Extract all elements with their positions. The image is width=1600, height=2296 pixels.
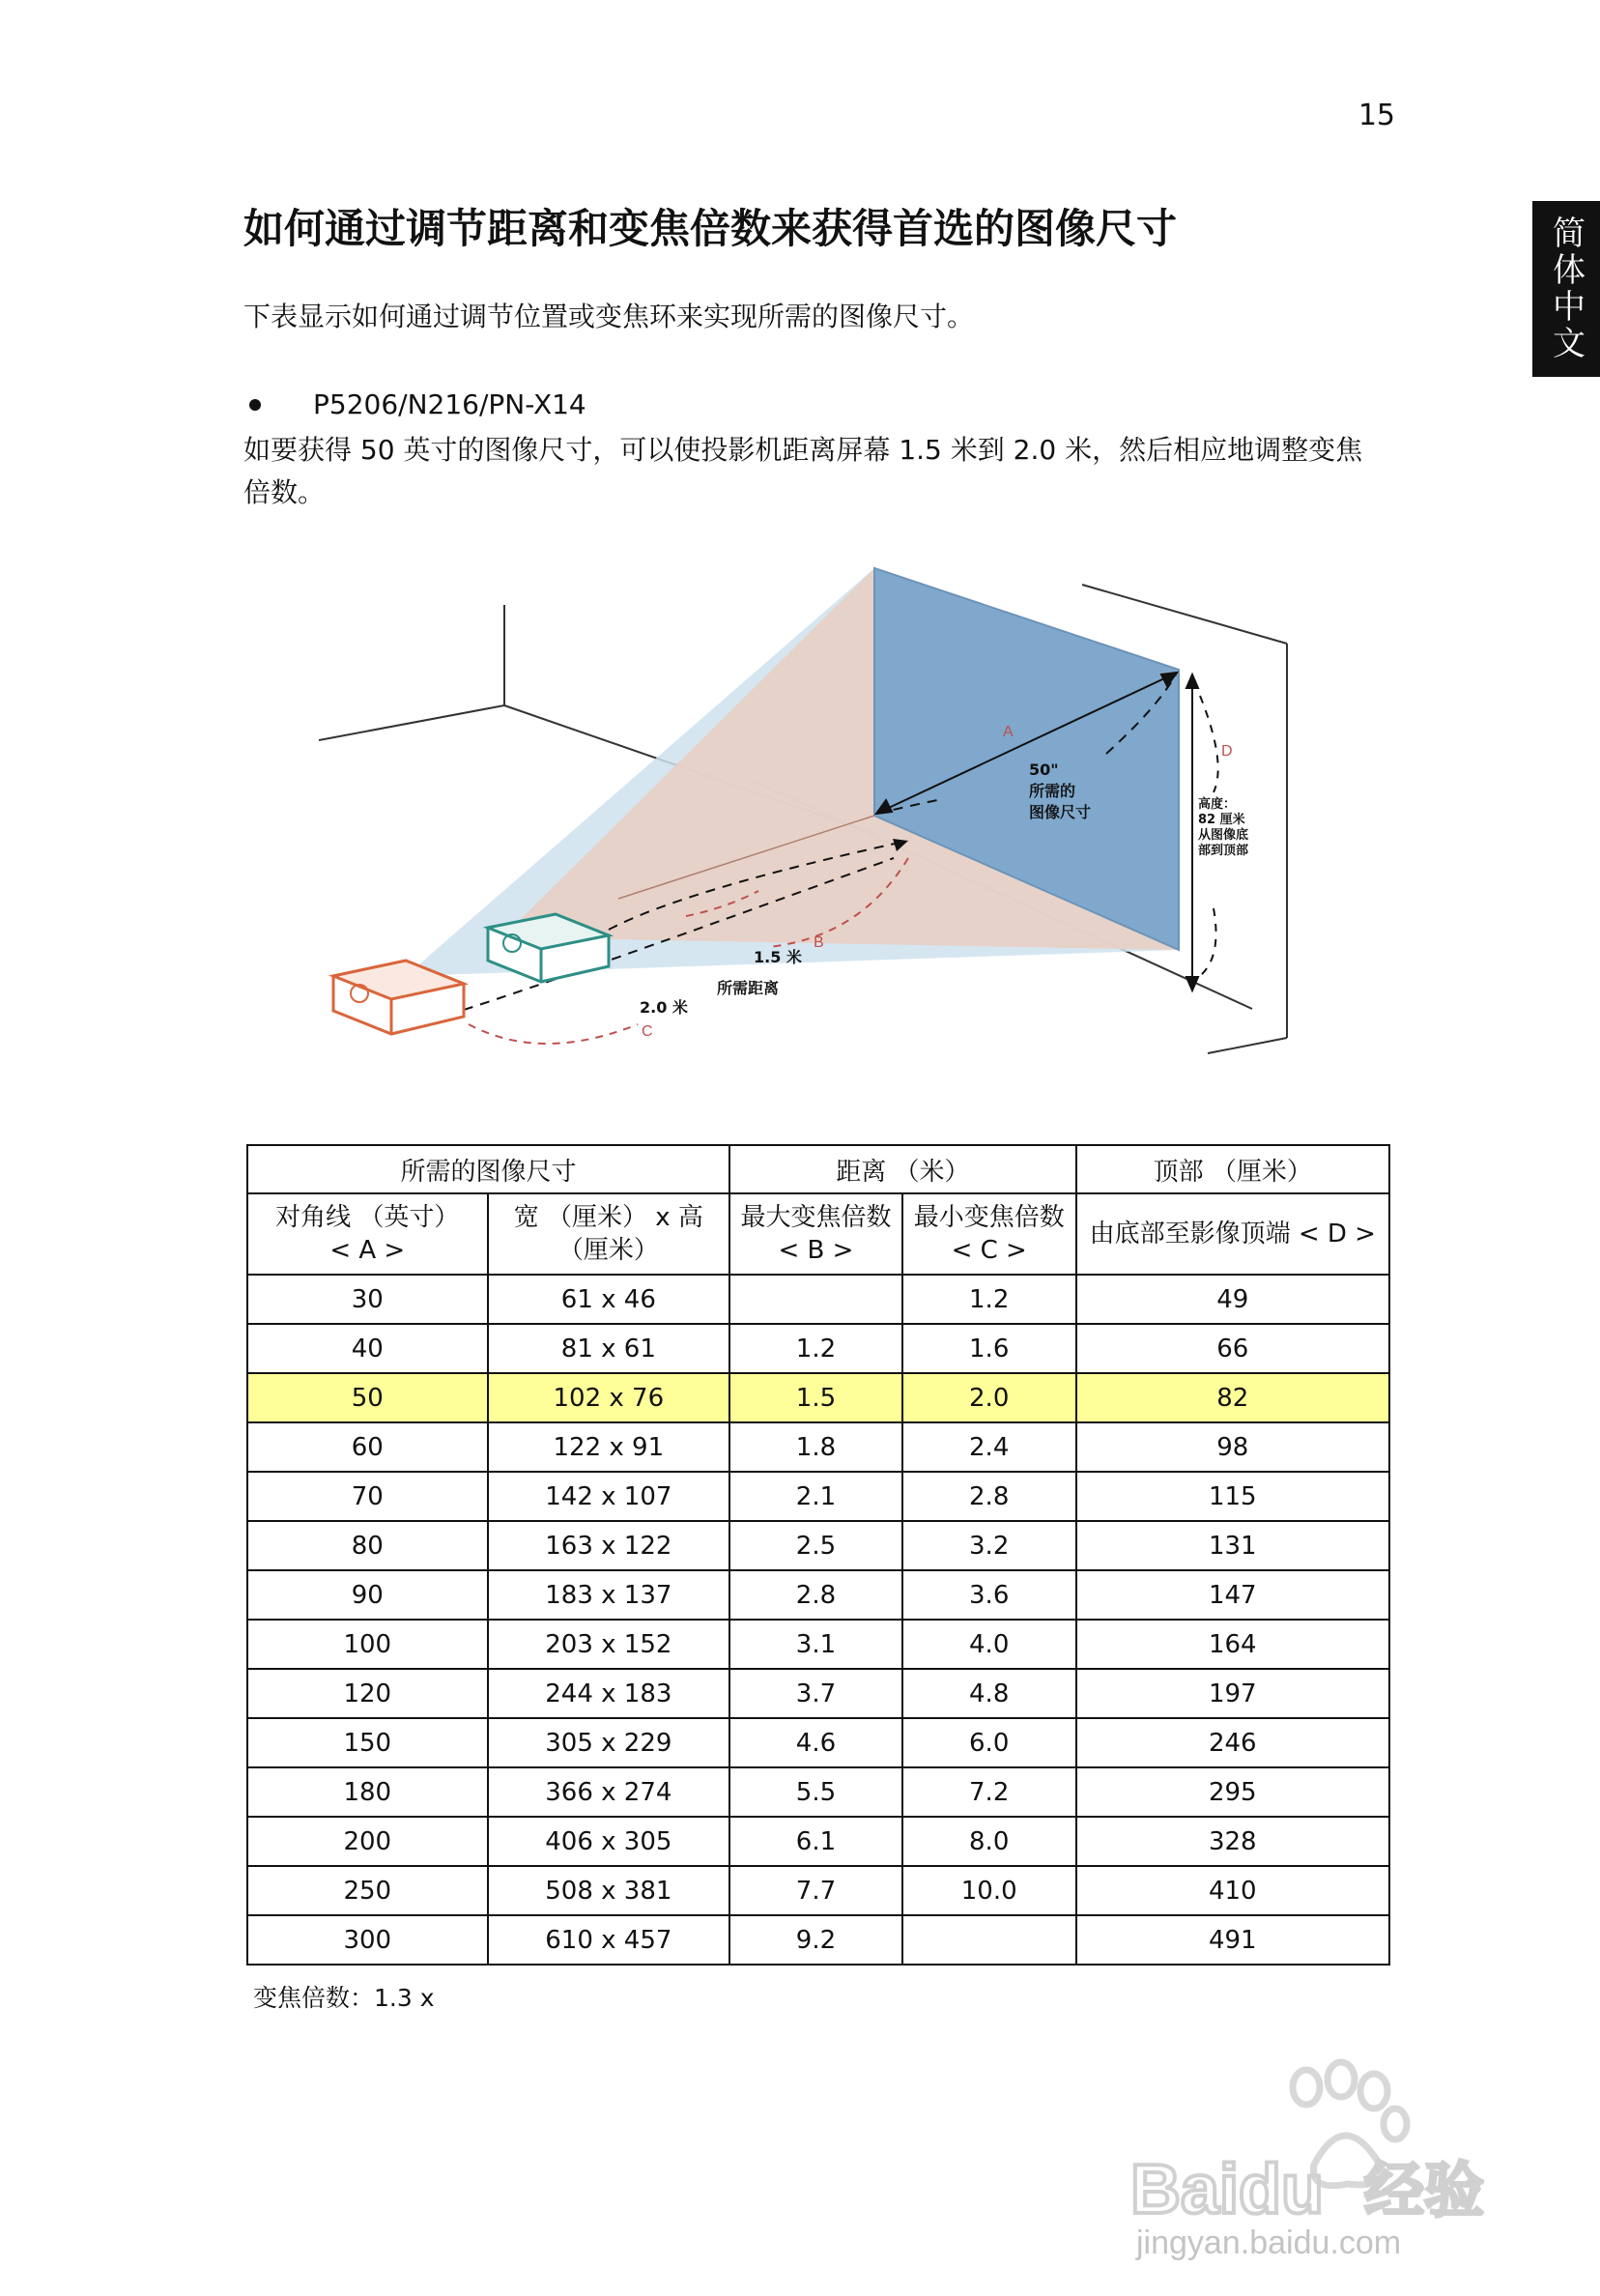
table-cell: 82 <box>1076 1373 1389 1422</box>
table-cell: 90 <box>247 1570 488 1620</box>
table-cell: 4.0 <box>902 1620 1076 1669</box>
table-cell: 2.5 <box>729 1521 902 1570</box>
table-cell: 7.7 <box>729 1866 902 1915</box>
table-row <box>247 1817 1389 1866</box>
table-cell: 163 x 122 <box>488 1521 730 1570</box>
header-min-zoom: 最小变焦倍数 < C > <box>902 1193 1076 1275</box>
group-header-distance: 距离 （米） <box>729 1145 1075 1193</box>
label-b: B <box>814 934 824 951</box>
label-a: A <box>1003 724 1014 740</box>
table-cell: 328 <box>1076 1817 1389 1866</box>
svg-text:50": 50" <box>1029 761 1059 779</box>
table-cell: 197 <box>1076 1669 1389 1718</box>
table-cell: 80 <box>247 1521 488 1570</box>
table-cell: 2.0 <box>902 1373 1076 1422</box>
table-cell: 100 <box>247 1620 488 1669</box>
table-row <box>247 1915 1389 1965</box>
table-cell: 410 <box>1076 1866 1389 1915</box>
table-cell: 300 <box>247 1915 488 1965</box>
table-cell: 203 x 152 <box>488 1620 730 1669</box>
table-cell: 6.1 <box>729 1817 902 1866</box>
table-cell: 491 <box>1076 1915 1389 1965</box>
svg-text:从图像底: 从图像底 <box>1198 828 1249 843</box>
intro-text: 下表显示如何通过调节位置或变焦环来实现所需的图像尺寸。 <box>243 301 975 332</box>
language-tab[interactable]: 简体中文 <box>1532 201 1600 377</box>
table-cell: 164 <box>1076 1620 1389 1669</box>
table-cell: 366 x 274 <box>488 1767 730 1817</box>
table-cell: 610 x 457 <box>488 1915 730 1965</box>
instruction-paragraph: 如要获得 50 英寸的图像尺寸，可以使投影机距离屏幕 1.5 米到 2.0 米，然后相应地调整变焦倍数。 <box>243 434 1363 508</box>
svg-text:图像尺寸: 图像尺寸 <box>1029 803 1092 821</box>
table-cell: 250 <box>247 1866 488 1915</box>
table-cell: 150 <box>247 1718 488 1767</box>
table-cell: 9.2 <box>729 1915 902 1965</box>
table-cell: 246 <box>1076 1718 1389 1767</box>
svg-text:所需的: 所需的 <box>1029 782 1076 800</box>
bullet-dot-icon <box>249 399 261 411</box>
table-cell: 2.4 <box>902 1422 1076 1472</box>
group-header-top: 顶部 （厘米） <box>1076 1145 1389 1193</box>
table-cell <box>902 1915 1076 1965</box>
table-cell: 60 <box>247 1422 488 1472</box>
table-cell: 61 x 46 <box>488 1275 730 1324</box>
table-cell: 2.8 <box>902 1472 1076 1521</box>
distance-c-label: 2.0 米 <box>640 998 688 1017</box>
table-row <box>247 1521 1389 1570</box>
table-cell: 147 <box>1076 1570 1389 1620</box>
table-row <box>247 1324 1389 1373</box>
header-max-zoom: 最大变焦倍数 < B > <box>729 1193 902 1275</box>
table-cell: 3.1 <box>729 1620 902 1669</box>
table-cell: 30 <box>247 1275 488 1324</box>
table-cell: 120 <box>247 1669 488 1718</box>
table-cell: 1.5 <box>729 1373 902 1422</box>
image-size-table <box>246 1144 1390 1966</box>
table-row <box>247 1570 1389 1620</box>
height-arrow <box>1186 674 1198 990</box>
table-cell: 1.6 <box>902 1324 1076 1373</box>
table-cell: 1.2 <box>729 1324 902 1373</box>
table-row <box>247 1866 1389 1915</box>
table-cell: 98 <box>1076 1422 1389 1472</box>
table-cell: 142 x 107 <box>488 1472 730 1521</box>
table-cell: 70 <box>247 1472 488 1521</box>
header-diagonal: 对角线 （英寸） < A > <box>247 1193 488 1275</box>
distance-b-label: 1.5 米 <box>754 948 802 966</box>
distance-title: 所需距离 <box>717 979 780 997</box>
header-bottom-to-top: 由底部至影像顶端 < D > <box>1076 1193 1389 1275</box>
model-bullet <box>243 388 586 420</box>
zoom-ratio-note: 变焦倍数：1.3 x <box>253 1984 435 2012</box>
table-cell: 180 <box>247 1767 488 1817</box>
table-cell: 3.7 <box>729 1669 902 1718</box>
svg-text:82 厘米: 82 厘米 <box>1198 813 1245 827</box>
table-cell: 2.8 <box>729 1570 902 1620</box>
table-cell: 81 x 61 <box>488 1324 730 1373</box>
table-row <box>247 1767 1389 1817</box>
table-body <box>247 1275 1389 1965</box>
table-cell: 4.8 <box>902 1669 1076 1718</box>
label-c: C <box>642 1023 653 1040</box>
table-cell <box>729 1275 902 1324</box>
table-cell: 295 <box>1076 1767 1389 1817</box>
table-row <box>247 1422 1389 1472</box>
table-cell: 3.6 <box>902 1570 1076 1620</box>
table-cell: 1.8 <box>729 1422 902 1472</box>
table-cell: 183 x 137 <box>488 1570 730 1620</box>
table-cell: 406 x 305 <box>488 1817 730 1866</box>
table-cell: 244 x 183 <box>488 1669 730 1718</box>
table-row <box>247 1472 1389 1521</box>
height-label <box>1198 796 1248 858</box>
table-cell: 10.0 <box>902 1866 1076 1915</box>
table-cell: 5.5 <box>729 1767 902 1817</box>
table-cell: 3.2 <box>902 1521 1076 1570</box>
group-header-image-size: 所需的图像尺寸 <box>247 1145 729 1193</box>
svg-text:部到顶部: 部到顶部 <box>1198 844 1249 858</box>
table-row <box>247 1275 1389 1324</box>
svg-text:高度：: 高度： <box>1198 797 1237 812</box>
table-cell: 305 x 229 <box>488 1718 730 1767</box>
table-cell: 6.0 <box>902 1718 1076 1767</box>
table-cell: 50 <box>247 1373 488 1422</box>
table-cell: 508 x 381 <box>488 1866 730 1915</box>
page-number: 15 <box>1357 99 1395 132</box>
table-row <box>247 1669 1389 1718</box>
header-width-height: 宽 （厘米） x 高 （厘米） <box>488 1193 730 1275</box>
table-cell: 7.2 <box>902 1767 1076 1817</box>
model-name: P5206/N216/PN-X14 <box>313 388 586 420</box>
watermark-url: jingyan.baidu.com <box>1136 2224 1402 2261</box>
table-cell: 40 <box>247 1324 488 1373</box>
baidu-watermark <box>1130 2049 1556 2261</box>
table-row <box>247 1620 1389 1669</box>
table-cell: 4.6 <box>729 1718 902 1767</box>
label-d: D <box>1221 743 1233 760</box>
table-cell: 2.1 <box>729 1472 902 1521</box>
table-cell: 66 <box>1076 1324 1389 1373</box>
table-cell: 49 <box>1076 1275 1389 1324</box>
table-cell: 102 x 76 <box>488 1373 730 1422</box>
table-cell: 122 x 91 <box>488 1422 730 1472</box>
table-cell: 1.2 <box>902 1275 1076 1324</box>
table-cell: 200 <box>247 1817 488 1866</box>
table-cell: 131 <box>1076 1521 1389 1570</box>
table-cell: 115 <box>1076 1472 1389 1521</box>
watermark-brand: Baidu <box>1130 2151 1325 2228</box>
table-row <box>247 1718 1389 1767</box>
table-cell: 8.0 <box>902 1817 1076 1866</box>
table-row <box>247 1373 1389 1422</box>
watermark-brand-cn: 经验 <box>1364 2155 1485 2225</box>
projection-diagram <box>319 551 1304 1063</box>
page-heading: 如何通过调节距离和变焦倍数来获得首选的图像尺寸 <box>243 205 1178 252</box>
